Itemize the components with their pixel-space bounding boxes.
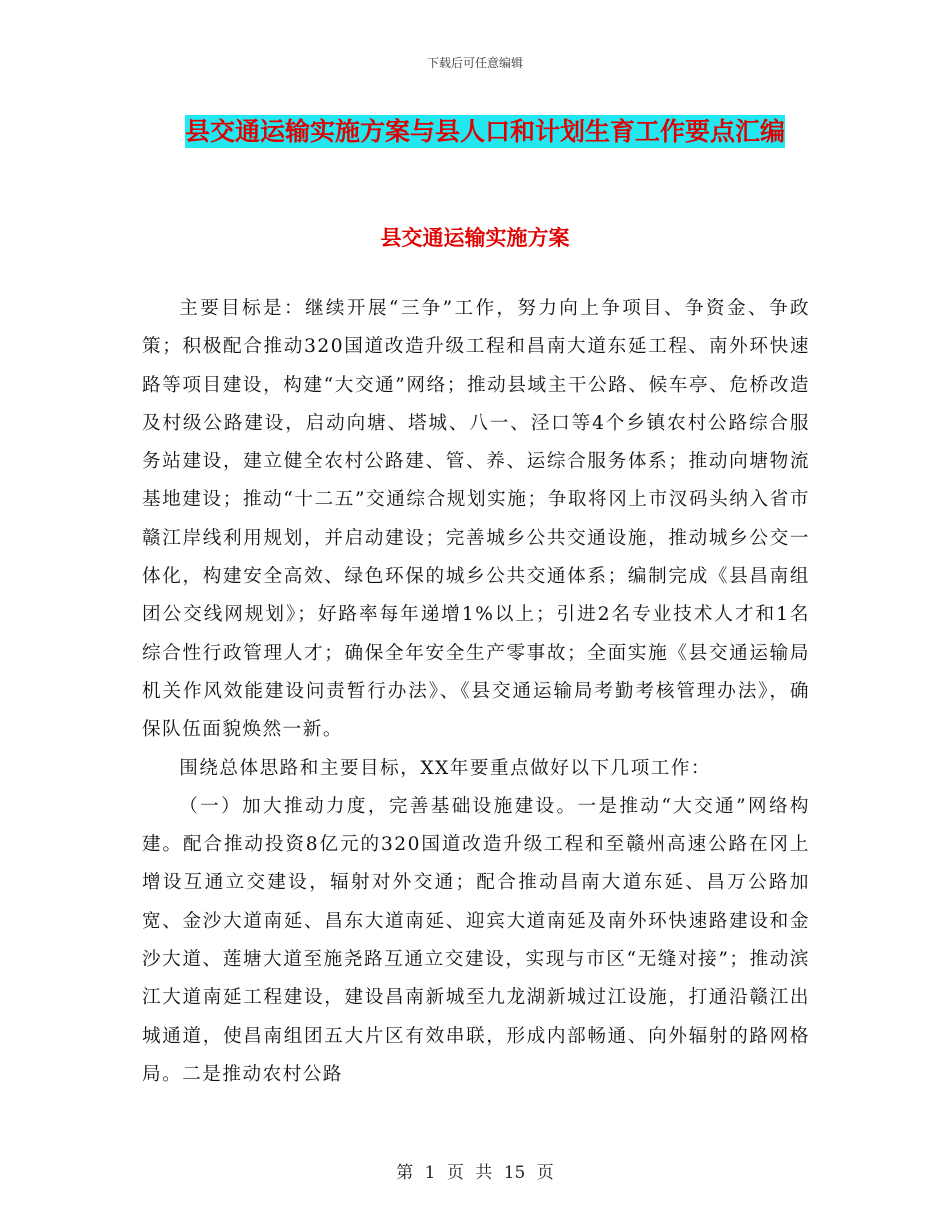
paragraph-key-work-intro: 围绕总体思路和主要目标，XX年要重点做好以下几项工作： bbox=[179, 757, 712, 779]
paragraph-main-goals: 主要目标是：继续开展“三争”工作，努力向上争项目、争资金、争政策；积极配合推动320国道改造升级工程和昌南大道东延工程、南外环快速路等项目建设，构建“大交通”网络；推动县域主干公路、候车亭、危桥改造及村级公路建设，启动向塘、塔城、八一、泾口等4个乡镇农村公路综合服务站建设，建立健全农村公路建、管、养、运综合服务体系；推动向塘物流基地建设；推动“十二五”交通综合规划实施；争取将冈上市汊码头纳入省市赣江岸线利用规划，并启动建设；完善城乡公共交通设施，推动城乡公交一体化，构建安全高效、绿色环保的城乡公共交通体系；编制完成《县昌南组团公交线网规划》；好路率每年递增1%以上；引进2名专业技术人才和1名综合性行政管理人才；确保全年安全生产零事故；全面实施《县交通运输局机关作风效能建设问责暂行办法》、《县交通运输局考勤考核管理办法》，确保队伍面貌焕然一新。 bbox=[142, 298, 810, 741]
document-title bbox=[140, 110, 830, 154]
document-title-highlight: 县交通运输实施方案与县人口和计划生育工作要点汇编 bbox=[184, 117, 785, 146]
section-title: 县交通运输实施方案 bbox=[380, 225, 570, 250]
page-number-footer: 第 1 页 共 15 页 bbox=[396, 1163, 554, 1183]
document-body bbox=[142, 290, 810, 1094]
header-note: 下载后可任意编辑 bbox=[426, 56, 523, 70]
paragraph-infrastructure: （一）加大推动力度，完善基础设施建设。一是推动“大交通”网络构建。配合推动投资8亿元的320国道改造升级工程和至赣州高速公路在冈上增设互通立交建设，辐射对外交通；配合推动昌南大道东延、昌万公路加宽、金沙大道南延、昌东大道南延、迎宾大道南延及南外环快速路建设和金沙大道、莲塘大道至施尧路互通立交建设，实现与市区“无缝对接”；推动滨江大道南延工程建设，建设昌南新城至九龙湖新城过江设施，打通沿赣江出城通道，使昌南组团五大片区有效串联，形成内部畅通、向外辐射的路网格局。二是推动农村公路 bbox=[142, 795, 810, 1085]
